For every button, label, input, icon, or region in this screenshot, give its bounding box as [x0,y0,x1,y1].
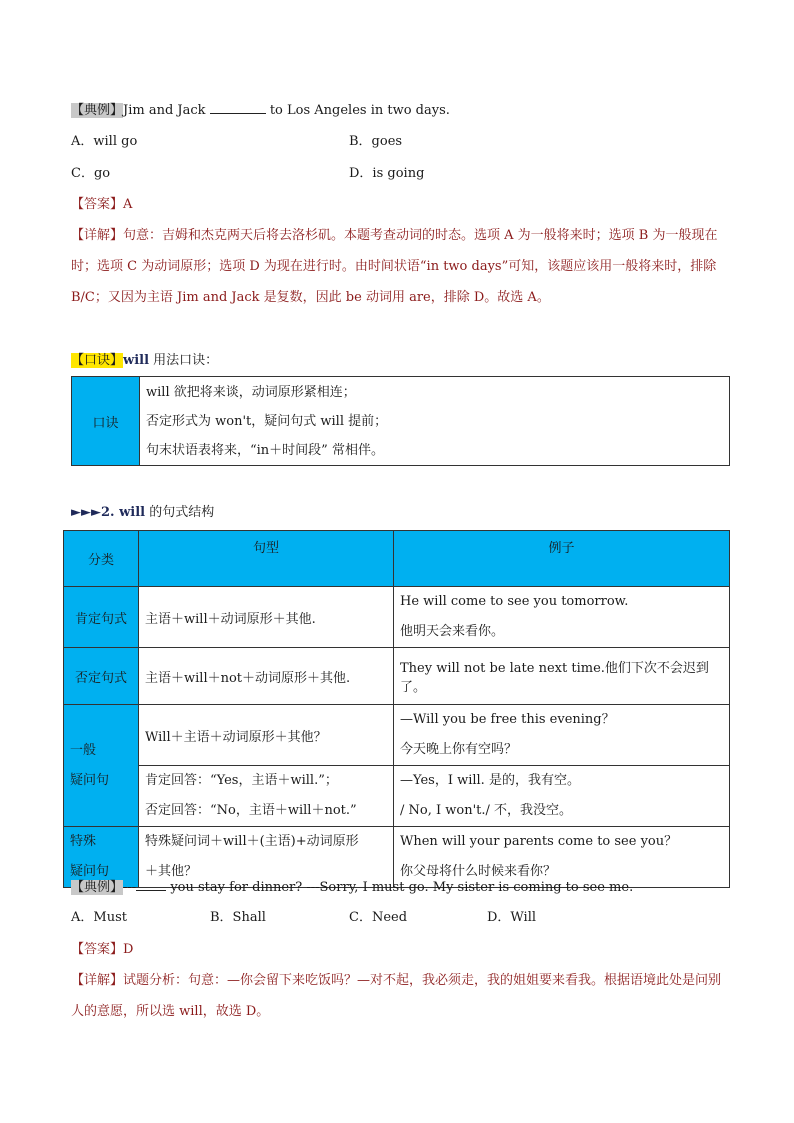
category-general-question: 一般 疑问句 [64,705,139,827]
answer-value: A [123,197,133,212]
section-heading: ►►►2. will 的句式结构 [71,505,215,520]
example1-explanation: 【详解】句意：吉姆和杰克两天后将去洛杉矶。本题考查动词的时态。选项 A 为一般将来时；选项 B 为一般现在时；选项 C 为动词原形；选项 D 为现在进行时。由时间状语“in two days”可知，该题应该用一般将来时，排除 B/C；又因为主语 Jim and Jack 是复数，因此 be 动词用 are，排除 D。故选 A。 [71,228,718,305]
pattern-special-question: 特殊疑问词＋will＋(主语)+动词原形 ＋其他？ [139,827,394,888]
category-affirmative: 肯定句式 [64,587,139,648]
blank-line [136,878,166,891]
pattern-short-answers: 肯定回答：“Yes，主语＋will.”； 否定回答：“No，主语＋will＋not.” [139,766,394,827]
category-negative: 否定句式 [64,648,139,705]
example1-question: 【典例】Jim and Jack to Los Angeles in two days. [71,103,450,118]
example-short-answers: —Yes，I will. 是的，我有空。 / No, I won't./ 不，我没空。 [394,766,730,827]
example-tag: 【典例】 [71,103,124,118]
option-a[interactable]: A．will go [71,134,138,149]
option-c[interactable]: C．go [71,166,111,181]
example-special-question: When will your parents come to see you？ 你父母将什么时候来看你？ [394,827,730,888]
answer-value: D [123,942,134,957]
rhyme-label: 口诀 [72,377,140,466]
pattern-affirmative: 主语＋will＋动词原形＋其他. [139,587,394,648]
example2-explanation: 【详解】试题分析：句意：—你会留下来吃饭吗？—对不起，我必须走，我的姐姐要来看我。根据语境此处是问别人的意愿，所以选 will，故选 D。 [71,973,722,1019]
example2-question: 【典例】--- you stay for dinner? ---Sorry, I must go. My sister is coming to see me. [71,880,634,895]
option-b[interactable]: B．goes [349,134,403,149]
structure-table [63,530,730,888]
rhyme-table [71,376,730,466]
rhyme-tag: 【口诀】 [71,353,124,368]
category-special-question: 特殊 疑问句 [64,827,139,888]
header-example: 例子 [394,531,730,587]
pattern-general-question: Will＋主语＋动词原形＋其他？ [139,705,394,766]
example-tag: 【典例】 [71,880,124,895]
option-d[interactable]: D．is going [349,166,425,181]
example-general-question: —Will you be free this evening？ 今天晚上你有空吗？ [394,705,730,766]
header-category: 分类 [64,531,139,587]
example-affirmative: He will come to see you tomorrow. 他明天会来看你。 [394,587,730,648]
option-d[interactable]: D．Will [487,910,537,925]
rhyme-heading: 【口诀】will 用法口诀： [71,353,219,368]
example1-answer: 【答案】A [71,197,133,212]
pattern-negative: 主语＋will＋not＋动词原形＋其他. [139,648,394,705]
option-a[interactable]: A．Must [71,910,127,925]
example2-answer: 【答案】D [71,942,134,957]
arrow-icons: ►►► [71,505,101,520]
rhyme-lines: will 欲把将来谈，动词原形紧相连； 否定形式为 won't，疑问句式 will 提前； 句末状语表将来，“in＋时间段” 常相伴。 [140,377,730,466]
blank-line [210,101,266,114]
header-pattern: 句型 [139,531,394,587]
example-negative: They will not be late next time.他们下次不会迟到了。 [394,648,730,705]
option-c[interactable]: C．Need [349,910,408,925]
option-b[interactable]: B．Shall [210,910,266,925]
